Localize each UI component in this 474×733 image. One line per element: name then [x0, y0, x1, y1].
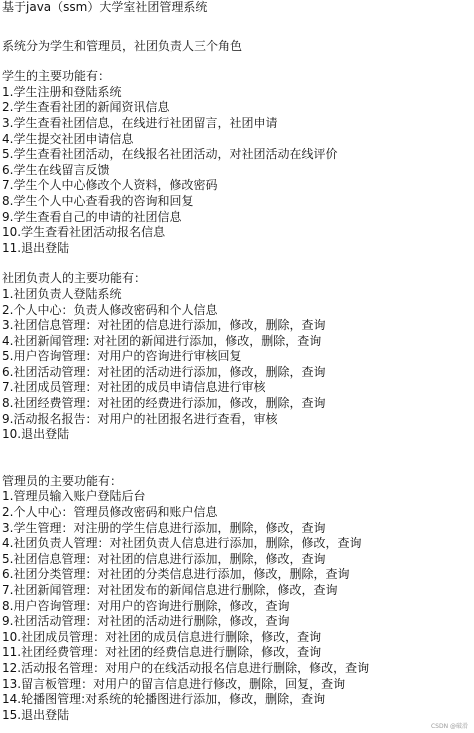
admin-item: 10.社团成员管理：对社团的成员信息进行删除，修改，查询	[2, 629, 322, 644]
leader-item: 7.社团成员管理：对社团的成员申请信息进行审核	[2, 380, 266, 395]
student-heading: 学生的主要功能有：	[2, 69, 111, 84]
leader-item: 8.社团经费管理：对社团的经费进行添加，修改，删除，查询	[2, 396, 326, 411]
admin-item: 11.社团经费管理：对社团的经费信息进行删除，修改，查询	[2, 645, 322, 660]
leader-item: 3.社团信息管理：对社团的信息进行添加，修改，删除，查询	[2, 318, 326, 333]
admin-item: 8.用户咨询管理：对用户的咨询进行删除，修改，查询	[2, 598, 290, 613]
spacer	[2, 256, 472, 271]
leader-item: 2.个人中心：负责人修改密码和个人信息	[2, 302, 218, 317]
admin-item: 3.学生管理：对注册的学生信息进行添加，删除，修改，查询	[2, 520, 326, 535]
student-item: 2.学生查看社团的新闻资讯信息	[2, 100, 170, 115]
admin-item: 5.社团信息管理：对社团的信息进行添加，删除，修改，查询	[2, 551, 326, 566]
student-item: 11.退出登陆	[2, 240, 70, 255]
admin-item: 15.退出登陆	[2, 707, 70, 722]
student-item: 4.学生提交社团申请信息	[2, 131, 134, 146]
document-body	[2, 0, 472, 723]
document-title: 基于java（ssm）大学室社团管理系统	[2, 0, 208, 14]
leader-item: 6.社团活动管理：对社团的活动进行添加，修改，删除，查询	[2, 364, 326, 379]
admin-item: 12.活动报名管理：对用户的在线活动报名信息进行删除，修改，查询	[2, 660, 370, 675]
student-item: 9.学生查看自己的申请的社团信息	[2, 209, 182, 224]
leader-item: 9.活动报名报告：对用户的社团报名进行查看，审核	[2, 411, 278, 426]
admin-item: 1.管理员输入账户登陆后台	[2, 489, 146, 504]
admin-item: 4.社团负责人管理：对社团负责人信息进行添加，删除，修改，查询	[2, 536, 362, 551]
student-item: 6.学生在线留言反馈	[2, 162, 110, 177]
student-item: 8.学生个人中心查看我的咨询和回复	[2, 193, 194, 208]
leader-item: 4.社团新闻管理: 对社团的新闻进行添加，修改，删除，查询	[2, 333, 322, 348]
admin-item: 6.社团分类管理：对社团的分类信息进行添加，修改，删除，查询	[2, 567, 350, 582]
admin-item: 2.个人中心：管理员修改密码和账户信息	[2, 505, 218, 520]
student-item: 5.学生查看社团活动，在线报名社团活动，对社团活动在线评价	[2, 147, 338, 162]
admin-item: 9.社团活动管理：对社团的活动进行删除，修改，查询	[2, 614, 290, 629]
admin-item: 7.社团新闻管理：对社团发布的新闻信息进行删除，修改，查询	[2, 583, 338, 597]
admin-heading: 管理员的主要功能有：	[2, 473, 123, 488]
leader-item: 1.社团负责人登陆系统	[2, 286, 122, 301]
intro-text: 系统分为学生和管理员，社团负责人三个角色	[2, 38, 243, 53]
spacer	[2, 54, 472, 69]
leader-heading: 社团负责人的主要功能有：	[2, 271, 147, 286]
student-item: 7.学生个人中心修改个人资料，修改密码	[2, 178, 218, 193]
watermark-text: CSDN @破滑	[430, 723, 468, 730]
student-item: 3.学生查看社团信息，在线进行社团留言，社团申请	[2, 115, 278, 130]
leader-item: 5.用户咨询管理：对用户的咨询进行审核回复	[2, 349, 242, 364]
student-item: 10.学生查看社团活动报名信息	[2, 225, 166, 240]
leader-item: 10.退出登陆	[2, 427, 70, 442]
admin-item: 13.留言板管理：对用户的留言信息进行修改，删除，回复，查询	[2, 676, 346, 691]
student-item: 1.学生注册和登陆系统	[2, 84, 122, 99]
admin-item: 14.轮播图管理:对系统的轮播图进行添加，修改，删除，查询	[2, 692, 326, 707]
spacer	[2, 16, 472, 39]
spacer	[2, 443, 472, 474]
